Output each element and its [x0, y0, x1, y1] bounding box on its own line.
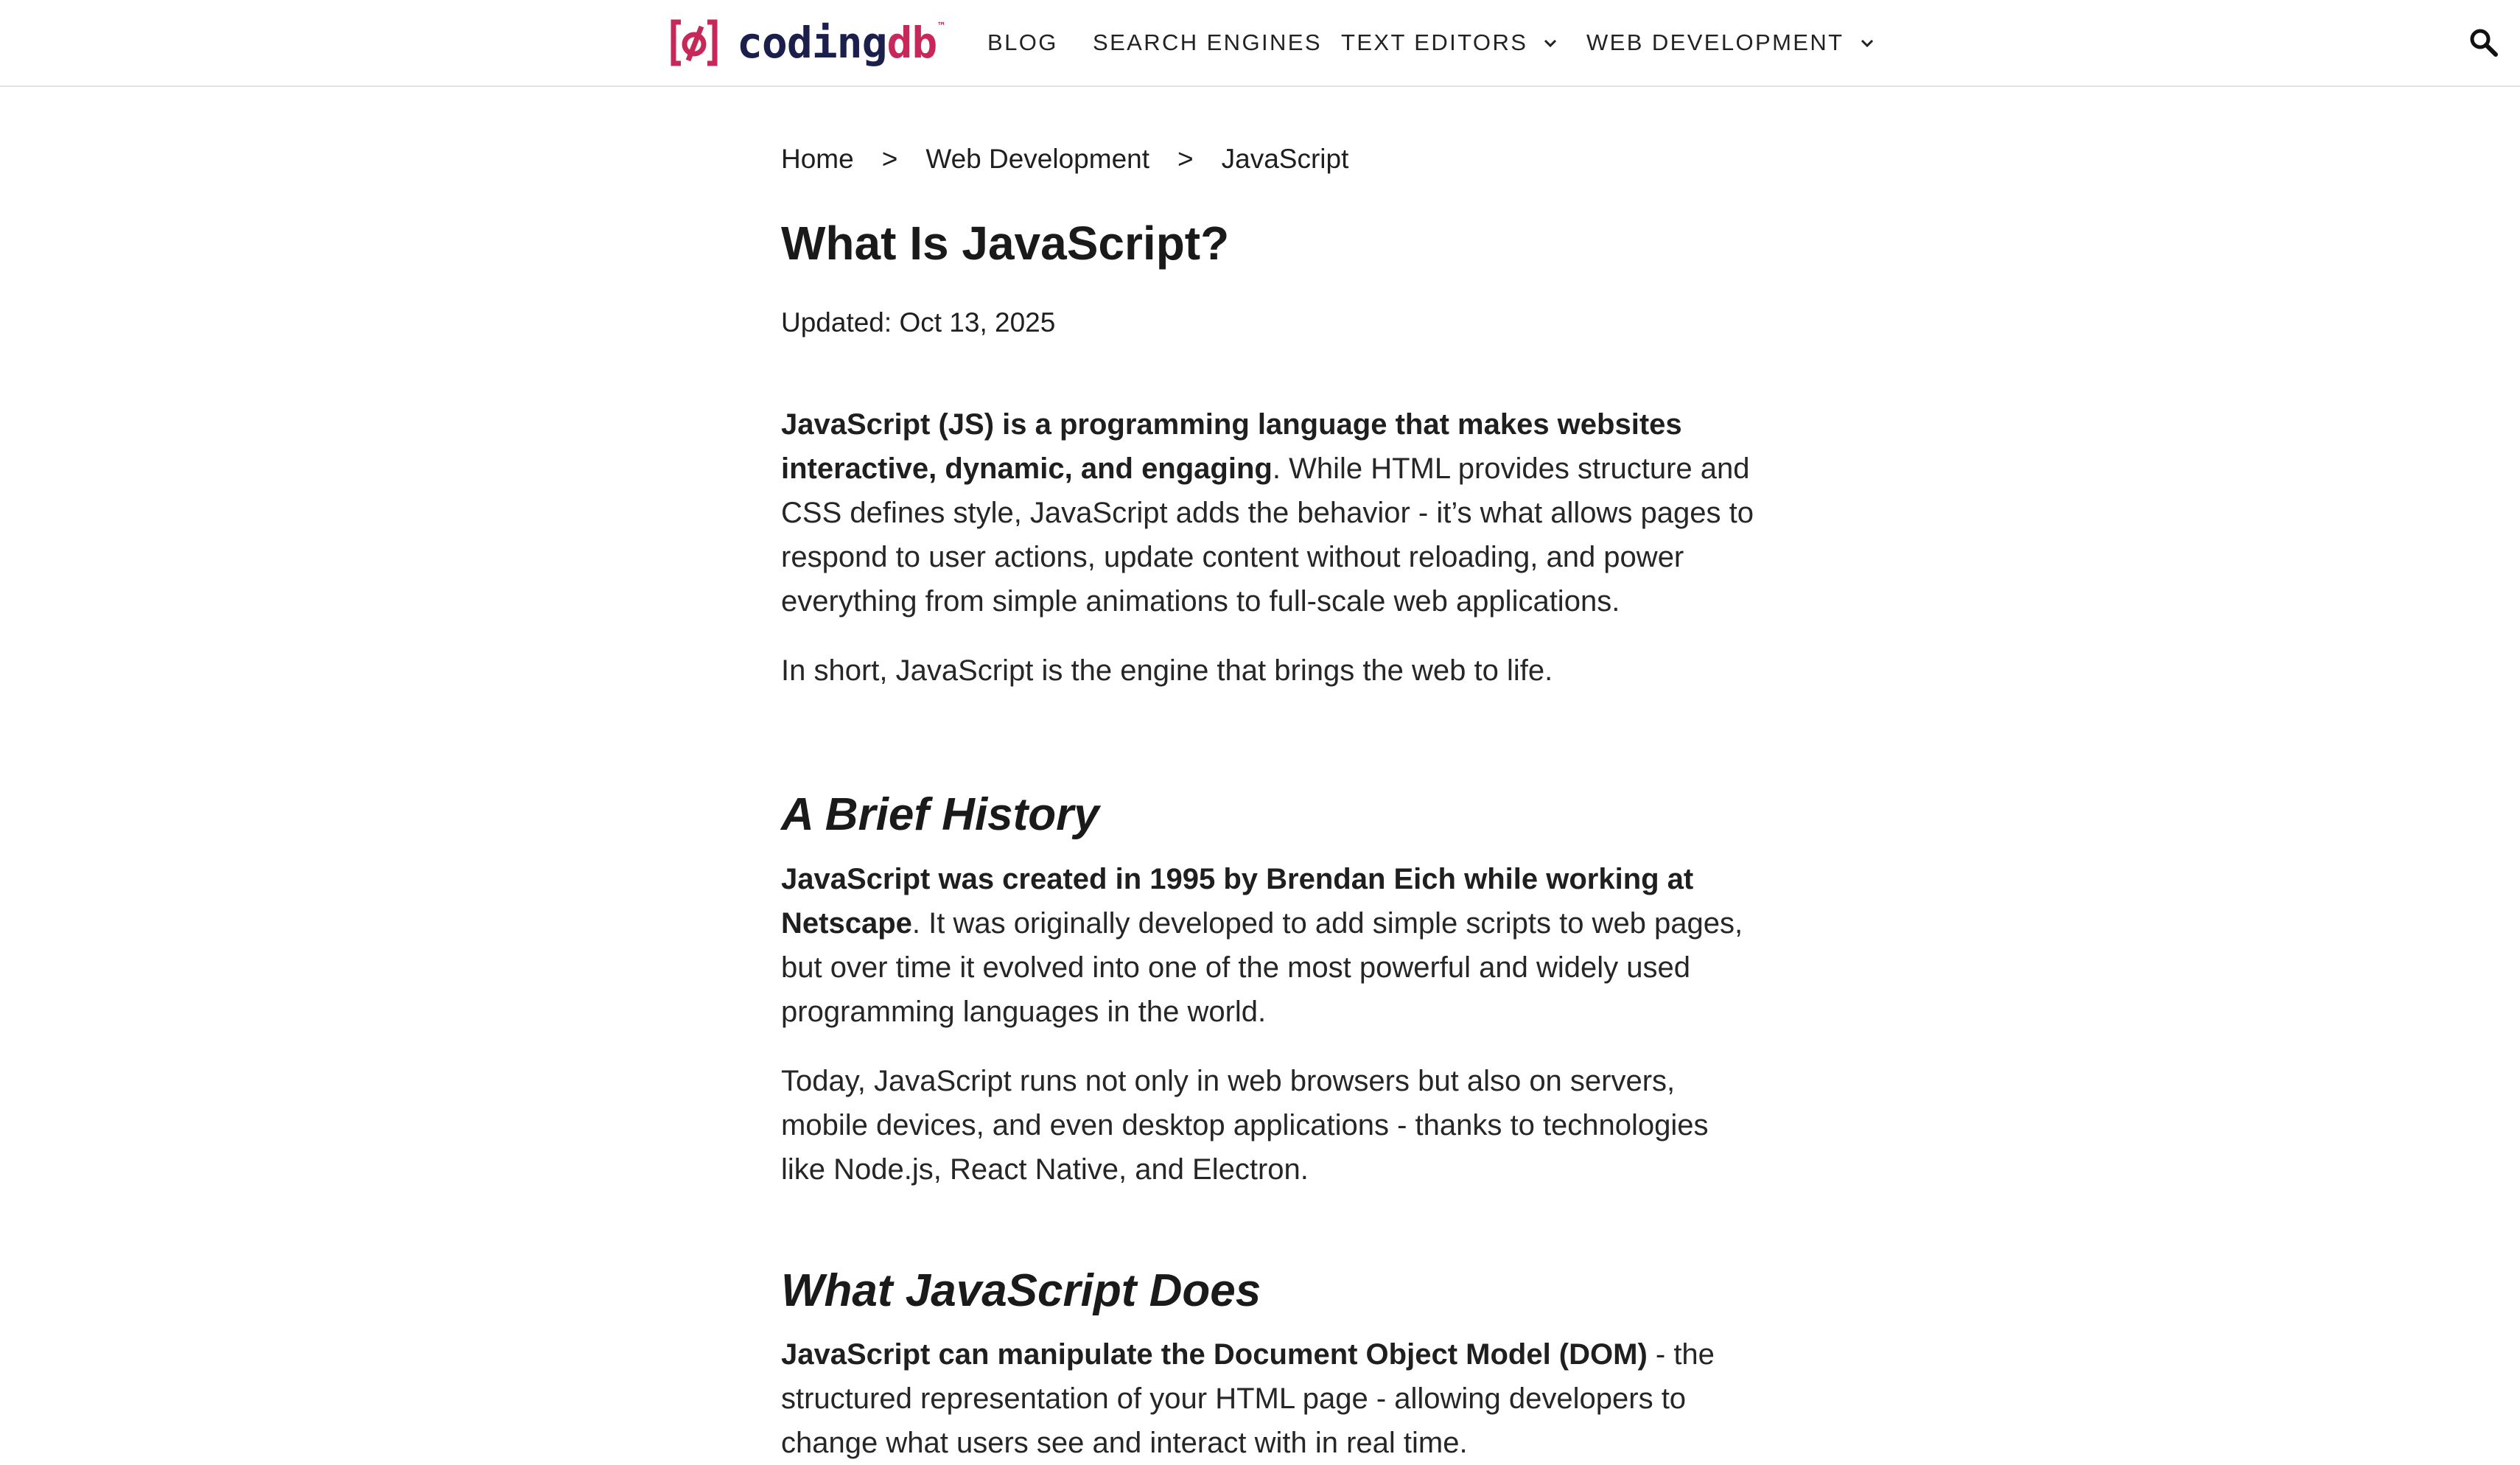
breadcrumb-web-development[interactable]: Web Development — [925, 144, 1150, 174]
breadcrumb-separator: > — [1177, 144, 1194, 174]
intro-text: . While HTML provides structure and CSS defines style, JavaScript adds the behavior - it’s what allows pages to respond to user actions, update content without reloading, and power everything from simple animations to full-scale web applications. — [781, 452, 1754, 618]
chevron-down-icon — [1859, 35, 1875, 51]
history-text: . It was originally developed to add simple scripts to web pages, but over time it evolved into one of the most powerful and widely used programming languages in the world. — [781, 907, 1743, 1028]
history-bold-text: JavaScript was created in 1995 by Brendan Eich while working at Netscape — [781, 863, 1694, 940]
breadcrumb-separator: > — [881, 144, 898, 174]
chevron-down-icon — [1542, 35, 1558, 51]
history-paragraph-1 — [781, 857, 1754, 1034]
updated-date: Updated: Oct 13, 2025 — [781, 307, 1056, 338]
nav-text-editors-label: TEXT EDITORS — [1341, 29, 1528, 55]
dom-bold-text: JavaScript can manipulate the Document Object Model (DOM) — [781, 1338, 1648, 1371]
logo-wordmark — [737, 18, 944, 68]
logo-trademark: ™ — [938, 21, 944, 32]
page-title: What Is JavaScript? — [781, 217, 1230, 270]
nav-search-engines-label: SEARCH ENGINES — [1093, 29, 1322, 55]
nav-web-development-label: WEB DEVELOPMENT — [1586, 29, 1844, 55]
breadcrumb-javascript[interactable]: JavaScript — [1221, 144, 1349, 174]
dom-text: - the structured representation of your HTML page - allowing developers to change what users see and interact with in real time. — [781, 1338, 1715, 1459]
logo-text-coding: coding — [737, 18, 887, 68]
search-icon — [2468, 27, 2499, 58]
intro-paragraph — [781, 402, 1754, 623]
nav-web-development[interactable] — [1586, 27, 1875, 59]
what-js-does-paragraph — [781, 1332, 1754, 1465]
site-header — [0, 0, 2520, 87]
breadcrumb — [781, 141, 1348, 177]
nav-blog-label: BLOG — [987, 29, 1058, 55]
nav-blog[interactable] — [987, 27, 1058, 59]
breadcrumb-home[interactable]: Home — [781, 144, 854, 174]
summary-paragraph: In short, JavaScript is the engine that brings the web to life. — [781, 654, 1553, 687]
nav-text-editors[interactable] — [1341, 27, 1558, 59]
logo-text-db: db — [886, 18, 937, 68]
logo-bracket-icon — [669, 18, 719, 68]
site-logo[interactable] — [669, 18, 944, 68]
history-heading: A Brief History — [781, 789, 1099, 840]
what-js-does-heading: What JavaScript Does — [781, 1265, 1261, 1316]
nav-search-engines[interactable] — [1093, 27, 1322, 59]
intro-bold-text: JavaScript (JS) is a programming language that makes websites interactive, dynamic, and engaging — [781, 408, 1682, 485]
history-paragraph-2: Today, JavaScript runs not only in web browsers but also on servers, mobile devices, and even desktop applications - thanks to technologies like Node.js, React Native, and Electron. — [781, 1065, 1709, 1186]
search-button[interactable] — [2468, 27, 2499, 58]
